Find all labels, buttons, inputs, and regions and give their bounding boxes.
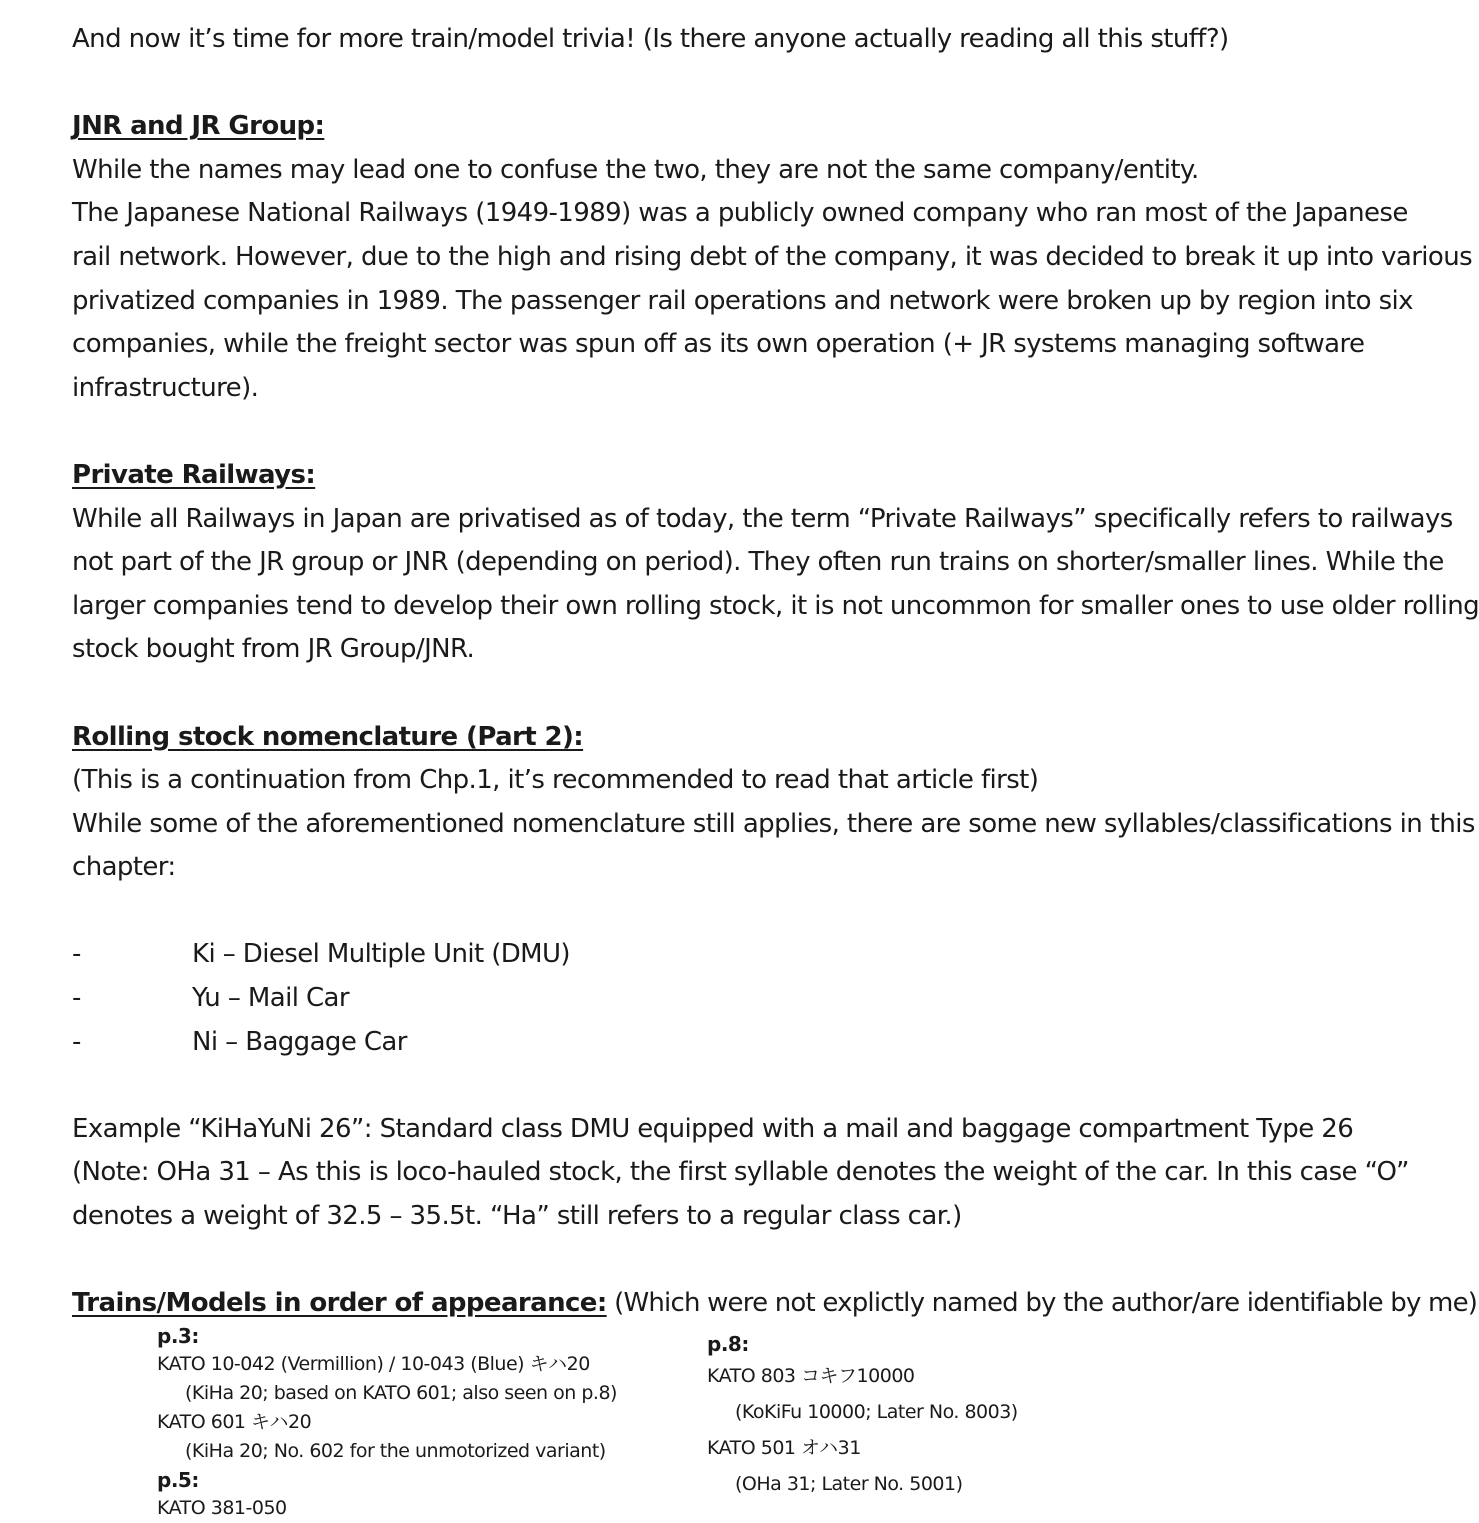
- paragraph-line: rail network. However, due to the high and rising debt of the company, it was decided to break it up into various: [72, 241, 1473, 272]
- spacer: [72, 62, 1362, 106]
- section-heading-jnr: JNR and JR Group:: [72, 111, 325, 142]
- spacer: [72, 890, 1362, 934]
- model-note: (KiHa 20; No. 602 for the unmotorized variant): [185, 1440, 606, 1462]
- model-entry: KATO 601 キハ20: [157, 1411, 312, 1433]
- page-ref: p.8:: [707, 1332, 749, 1356]
- paragraph-line: stock bought from JR Group/JNR.: [72, 634, 475, 665]
- paragraph-line: The Japanese National Railways (1949-1989) was a publicly owned company who ran most of the Japanese: [72, 198, 1408, 229]
- paragraph-line: While the names may lead one to confuse the two, they are not the same company/entity.: [72, 154, 1199, 185]
- models-column-left: [157, 1322, 617, 1519]
- document-page: [72, 18, 1479, 1326]
- spacer: [72, 410, 1362, 454]
- paragraph-line: (This is a continuation from Chp.1, it’s recommended to read that article first): [72, 765, 1039, 796]
- model-entry: KATO 381-050: [157, 1497, 287, 1519]
- paragraph-line: infrastructure).: [72, 372, 259, 403]
- intro-text: And now it’s time for more train/model trivia! (Is there anyone actually reading all this stuff?): [72, 24, 1229, 54]
- list-dash: -: [72, 939, 81, 970]
- section-heading-trains: Trains/Models in order of appearance:: [72, 1288, 607, 1319]
- list-dash: -: [72, 983, 81, 1014]
- list-item-text: Yu – Mail Car: [192, 983, 349, 1014]
- model-note: (KiHa 20; based on KATO 601; also seen on p.8): [185, 1382, 617, 1404]
- paragraph-line: While all Railways in Japan are privatised as of today, the term “Private Railways” specifically refers to railways: [72, 503, 1453, 534]
- model-note: (OHa 31; Later No. 5001): [735, 1473, 963, 1495]
- spacer: [72, 1239, 1362, 1283]
- paragraph-line: larger companies tend to develop their own rolling stock, it is not uncommon for smaller ones to use older rolling: [72, 590, 1479, 621]
- page-ref: p.3:: [157, 1324, 199, 1348]
- page-ref: p.5:: [157, 1468, 199, 1492]
- paragraph-line: not part of the JR group or JNR (depending on period). They often run trains on shorter/smaller lines. While the: [72, 547, 1444, 578]
- list-dash: -: [72, 1026, 81, 1057]
- list-item-text: Ki – Diesel Multiple Unit (DMU): [192, 939, 570, 970]
- list-item: [72, 933, 1362, 977]
- trains-heading-row: [72, 1282, 1478, 1326]
- section-heading-private-railways: Private Railways:: [72, 459, 316, 490]
- list-item: [72, 1021, 1362, 1065]
- list-item-text: Ni – Baggage Car: [192, 1026, 407, 1057]
- section-heading-nomenclature: Rolling stock nomenclature (Part 2):: [72, 721, 584, 752]
- paragraph-line: companies, while the freight sector was spun off as its own operation (+ JR systems managing software: [72, 329, 1365, 360]
- model-note: (KoKiFu 10000; Later No. 8003): [735, 1401, 1018, 1423]
- note-line: denotes a weight of 32.5 – 35.5t. “Ha” still refers to a regular class car.): [72, 1201, 962, 1232]
- paragraph-line: privatized companies in 1989. The passenger rail operations and network were broken up by region into six: [72, 285, 1413, 316]
- models-column-right: [707, 1330, 1018, 1502]
- trains-subtitle: (Which were not explictly named by the author/are identifiable by me): [606, 1288, 1478, 1319]
- paragraph-line: chapter:: [72, 852, 176, 883]
- model-entry: KATO 803 コキフ10000: [707, 1365, 915, 1387]
- spacer: [72, 672, 1362, 716]
- note-line: (Note: OHa 31 – As this is loco-hauled stock, the first syllable denotes the weight of the car. In this case “O”: [72, 1157, 1409, 1188]
- model-entry: KATO 501 オハ31: [707, 1437, 861, 1459]
- example-line: Example “KiHaYuNi 26”: Standard class DMU equipped with a mail and baggage compartment Type 26: [72, 1113, 1354, 1144]
- paragraph-line: While some of the aforementioned nomenclature still applies, there are some new syllables/classifications in this: [72, 808, 1475, 839]
- list-item: [72, 977, 1362, 1021]
- model-entry: KATO 10-042 (Vermillion) / 10-043 (Blue) キハ20: [157, 1353, 590, 1375]
- spacer: [72, 1064, 1362, 1108]
